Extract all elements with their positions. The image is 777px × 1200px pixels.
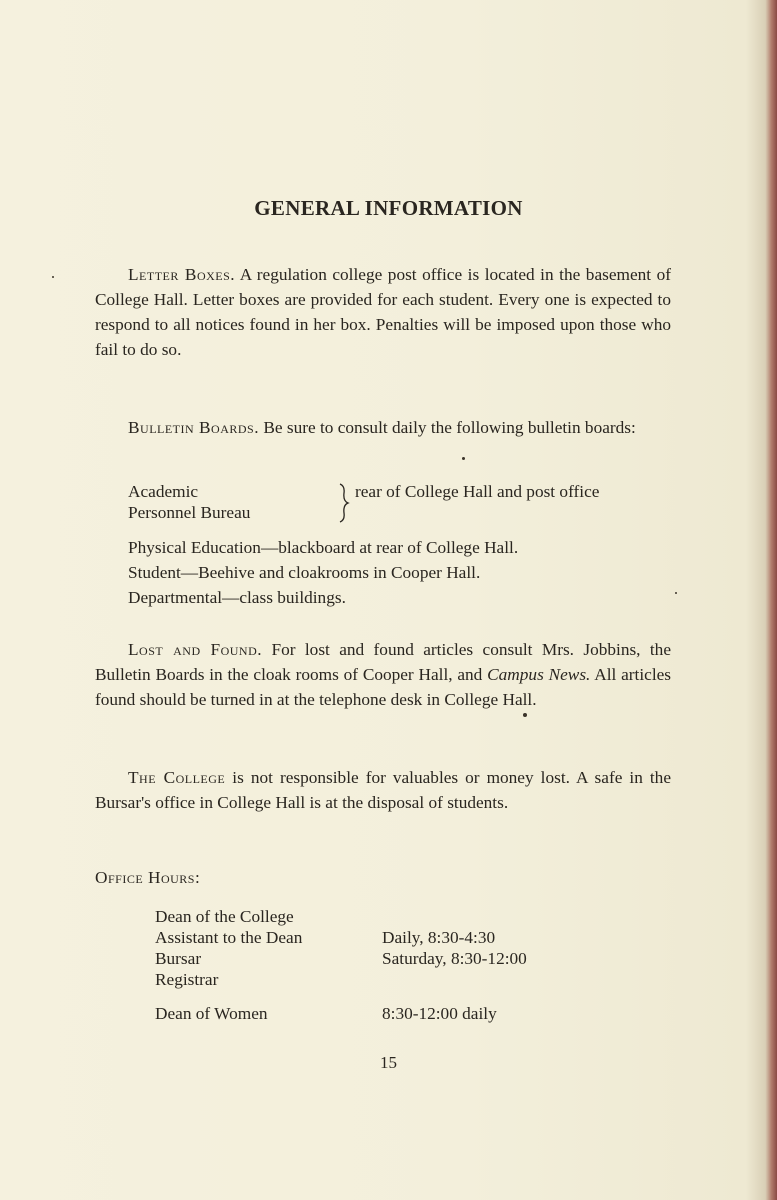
the-college-paragraph [95, 765, 671, 815]
the-college-heading: The College [128, 768, 226, 787]
list-item: Physical Education—blackboard at rear of College Hall. [128, 538, 519, 557]
office-name: Registrar [155, 970, 219, 989]
office-name: Assistant to the Dean [155, 928, 303, 947]
bulletin-boards-paragraph [95, 415, 671, 440]
list-item: Student—Beehive and cloakrooms in Cooper Hall. [128, 563, 481, 582]
lost-and-found-paragraph [95, 637, 671, 712]
paper-speck [675, 592, 677, 594]
page-number: 15 [380, 1053, 397, 1072]
office-name: Bursar [155, 949, 202, 968]
the-college-text: is not responsible for valuables or money lost. A safe in the Bursar's office in College Hall is at the disposal of students. [95, 768, 671, 812]
lost-and-found-text: For lost and found articles consult Mrs. Jobbins, the Bulletin Boards in the cloak rooms of Cooper Hall, and [95, 640, 671, 684]
paper-speck [52, 276, 54, 278]
office-hours-heading: Office Hours: [95, 868, 201, 887]
brace-icon [336, 483, 350, 523]
bulletin-boards-text: Be sure to consult daily the following bulletin boards: [263, 418, 636, 437]
office-hours-value: Saturday, 8:30-12:00 [382, 949, 527, 968]
other-boards [128, 535, 673, 610]
grouped-boards-location: rear of College Hall and post office [355, 482, 600, 501]
letter-boxes-text: A regulation college post office is located in the basement of College Hall. Letter boxes are provided for each student. Every one is expected to respond to all notices found in her box. Penalties will be imposed upon those who fail to do so. [95, 265, 671, 359]
campus-news-title: Campus News. [487, 665, 591, 684]
paper-speck [523, 713, 527, 717]
bulletin-boards-heading: Bulletin Boards. [128, 418, 260, 437]
lost-and-found-text-after: All articles found should be turned in at the telephone desk in College Hall. [95, 665, 672, 709]
list-item: Departmental—class buildings. [128, 588, 346, 607]
office-hours-value: Daily, 8:30-4:30 [382, 928, 496, 947]
office-name: Dean of Women [155, 1004, 268, 1023]
page-title: GENERAL INFORMATION [254, 196, 523, 220]
letter-boxes-paragraph [95, 262, 671, 362]
letter-boxes-heading: Letter Boxes. [128, 265, 236, 284]
lost-and-found-heading: Lost and Found. [128, 640, 263, 659]
office-name: Dean of the College [155, 907, 294, 926]
grouped-boards [128, 481, 673, 525]
office-hours-value: 8:30-12:00 daily [382, 1004, 497, 1023]
board-name: Personnel Bureau [128, 503, 251, 522]
bulletin-boards-list [128, 481, 673, 610]
paper-speck [462, 457, 465, 460]
list-item [128, 502, 673, 523]
board-name: Academic [128, 482, 199, 501]
